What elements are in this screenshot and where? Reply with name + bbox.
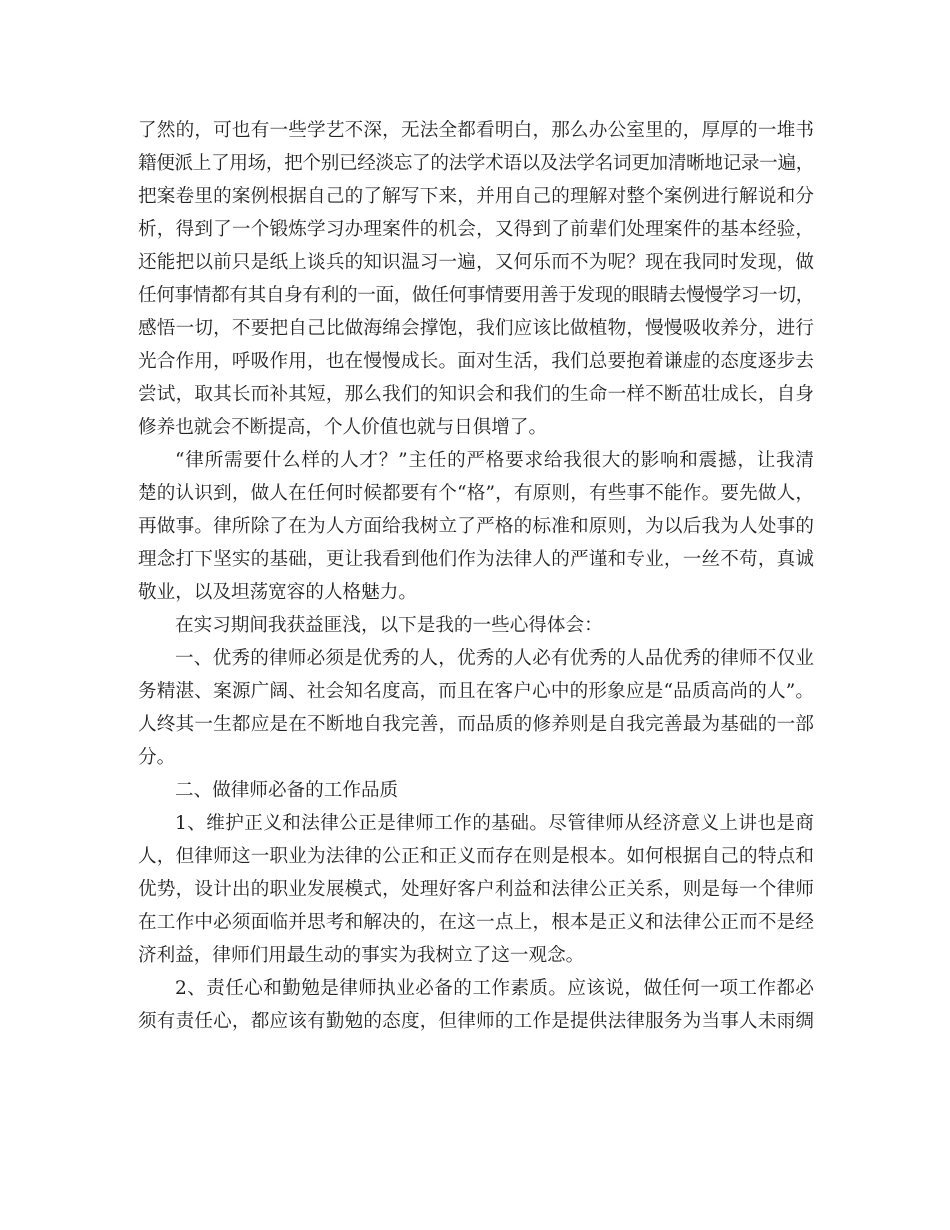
text-line: 二、做律师必备的工作品质 (175, 780, 399, 801)
text-line: 理念打下坚实的基础，更让我看到他们作为法律人的严谨和专业，一丝不苟，真诚 (138, 549, 815, 570)
text-line: 1、维护正义和法律公正是律师工作的基础。尽管律师从经济意义上讲也是商 (175, 813, 815, 834)
text-line: 修养也就会不断提高，个人价值也就与日俱增了。 (138, 417, 548, 438)
text-line: “律所需要什么样的人才？”主任的严格要求给我很大的影响和震撼，让我清 (175, 450, 815, 471)
text-line: 了然的，可也有一些学艺不深，无法全都看明白，那么办公室里的，厚厚的一堆书 (138, 120, 815, 141)
text-line: 析，得到了一个锻炼学习办理案件的机会，又得到了前辈们处理案件的基本经验， (138, 219, 815, 240)
text-line: 光合作用，呼吸作用，也在慢慢成长。面对生活，我们总要抱着谦虚的态度逐步去 (138, 351, 815, 372)
text-line: 尝试，取其长而补其短，那么我们的知识会和我们的生命一样不断茁壮成长，自身 (138, 384, 815, 405)
text-line: 分。 (138, 747, 176, 768)
text-line: 济利益，律师们用最生动的事实为我树立了这一观念。 (138, 945, 585, 966)
text-line: 籍便派上了用场，把个别已经淡忘了的法学术语以及法学名词更加清晰地记录一遍， (138, 153, 814, 174)
text-line: 人终其一生都应是在不断地自我完善，而品质的修养则是自我完善最为基础的一部 (138, 714, 815, 735)
text-line: 敬业，以及坦荡宽容的人格魅力。 (138, 582, 417, 603)
text-line: 2、责任心和勤勉是律师执业必备的工作素质。应该说，做任何一项工作都必 (175, 978, 815, 999)
text-line: 把案卷里的案例根据自己的了解写下来，并用自己的理解对整个案例进行解说和分 (138, 186, 815, 207)
text-line: 还能把以前只是纸上谈兵的知识温习一遍，又何乐而不为呢？现在我同时发现，做 (138, 252, 815, 273)
text-line: 感悟一切，不要把自己比做海绵会撑饱，我们应该比做植物，慢慢吸收养分，进行 (138, 318, 815, 339)
text-line: 优势，设计出的职业发展模式，处理好客户利益和法律公正关系，则是每一个律师 (138, 879, 815, 900)
text-line: 再做事。律所除了在为人方面给我树立了严格的标准和原则，为以后我为人处事的 (138, 516, 815, 537)
text-line: 务精湛、案源广阔、社会知名度高，而且在客户心中的形象应是“品质高尚的人”。 (138, 681, 815, 702)
text-line: 楚的认识到，做人在任何时候都要有个“格”，有原则，有些事不能作。要先做人， (138, 483, 815, 504)
text-line: 在工作中必须面临并思考和解决的，在这一点上，根本是正义和法律公正而不是经 (138, 912, 815, 933)
text-line: 须有责任心，都应该有勤勉的态度，但律师的工作是提供法律服务为当事人未雨绸 (138, 1011, 815, 1032)
text-line: 任何事情都有其自身有利的一面，做任何事情要用善于发现的眼睛去慢慢学习一切， (138, 285, 814, 306)
document-body (138, 114, 814, 1038)
text-line: 在实习期间我获益匪浅，以下是我的一些心得体会： (175, 615, 603, 636)
text-line: 人，但律师这一职业为法律的公正和正义而存在则是根本。如何根据自己的特点和 (138, 846, 815, 867)
text-line: 一、优秀的律师必须是优秀的人，优秀的人必有优秀的人品优秀的律师不仅业 (175, 648, 815, 669)
